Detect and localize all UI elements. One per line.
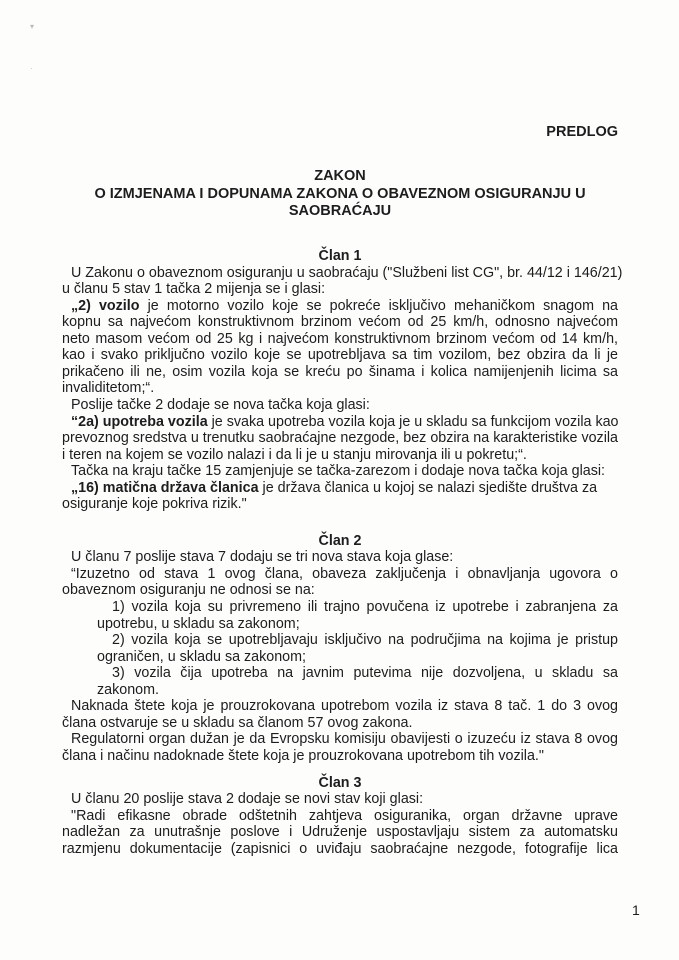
text-line	[71, 808, 618, 824]
line-text: prevoznog sredstva u trenutku saobraćajne nezgode, bez obzira na karakteristike vozila	[62, 430, 618, 447]
line-text: ograničen, u skladu sa zakonom;	[97, 648, 307, 665]
defined-term: “2a) upotreba vozila	[71, 413, 208, 430]
line-text: upotrebu, u skladu sa zakonom;	[97, 615, 300, 632]
line-text: Član 2	[318, 532, 362, 549]
scan-mark: ▾	[30, 22, 35, 31]
text-line	[97, 649, 618, 665]
text-line	[71, 463, 618, 479]
text-line	[62, 331, 618, 347]
text-line	[71, 480, 618, 496]
line-text: Regulatorni organ dužan je da Evropsku komisiju obavijesti o izuzeću iz stava 8 ovog	[71, 731, 618, 748]
line-text: člana ostvaruje se u skladu sa članom 57 ovog zakona.	[62, 714, 413, 731]
line-text: je država članica u kojoj se nalazi sjedište društva za	[258, 479, 598, 496]
text-line	[62, 430, 618, 446]
text-line	[112, 632, 618, 648]
line-text: kopnu sa najvećom konstruktivnom brzinom većom od 25 km/h, odnosno najvećom	[62, 314, 618, 331]
text-line	[62, 582, 618, 598]
defined-term: „16) matična država članica	[71, 479, 259, 496]
title-line: SAOBRAĆAJU	[288, 203, 392, 219]
text-line	[62, 380, 618, 396]
line-text: U Zakonu o obaveznom osiguranju u saobraćaju ("Službeni list CG", br. 44/12 i 146/21)	[71, 264, 623, 281]
scan-mark: ·	[30, 64, 33, 73]
text-line	[71, 698, 618, 714]
text-line	[71, 264, 623, 281]
text-line	[62, 824, 618, 840]
text-line	[62, 841, 618, 857]
text-line	[71, 731, 618, 747]
line-text: kao i svako priključno vozilo koje se upotrebljava sa tim vozilom, bez obzira da li je	[62, 347, 618, 364]
text-line	[97, 616, 618, 632]
line-text: Član 3	[318, 774, 362, 791]
line-text: Član 1	[318, 248, 362, 264]
line-text: invaliditetom;“.	[62, 380, 155, 397]
line-text: 1) vozila koja su privremeno ili trajno povučena iz upotrebe i zabranjena za	[112, 599, 618, 615]
text-line	[71, 566, 618, 582]
text-line	[71, 298, 618, 314]
line-text: Tačka na kraju tačke 15 zamjenjuje se tačka-zarezom i dodaje nova tačka koja glasi:	[71, 463, 606, 480]
text-line	[71, 549, 618, 565]
text-line	[62, 447, 618, 463]
text-line	[112, 599, 618, 615]
text-line	[97, 682, 618, 698]
title-line: ZAKON	[314, 168, 366, 184]
article-heading	[62, 775, 618, 791]
law-title	[62, 168, 618, 221]
text-line	[62, 496, 618, 512]
text-line	[112, 665, 618, 681]
line-text: razmjenu dokumentacije (zapisnici o uviđaju saobraćajne nezgode, fotografije lica	[62, 840, 618, 857]
line-text: Naknada štete koja je prouzrokovana upotrebom vozila iz stava 8 tač. 1 do 3 ovog	[71, 698, 618, 715]
line-text: Poslije tačke 2 dodaje se nova tačka koja glasi:	[71, 396, 370, 413]
article-heading	[62, 533, 618, 549]
text-line	[62, 314, 618, 330]
line-text: U članu 20 poslije stava 2 dodaje se novi stav koji glasi:	[71, 791, 424, 808]
text-line	[62, 748, 618, 764]
text-line	[62, 715, 618, 731]
title-line: O IZMJENAMA I DOPUNAMA ZAKONA O OBAVEZNOM OSIGURANJU U	[94, 185, 586, 202]
line-text: prikačeno ili ne, osim vozila koja se kreću po šinama i kolica namijenjenih licima sa	[62, 363, 618, 380]
line-text: 2) vozila koja se upotrebljavaju isključivo na područjima na kojima je pristup	[112, 632, 618, 649]
draft-label: PREDLOG	[546, 124, 618, 140]
line-text: je svaka upotreba vozila koja je u skladu sa funkcijom vozila kao	[207, 413, 619, 430]
line-text: 3) vozila čija upotreba na javnim putevima nije dozvoljena, u skladu sa	[112, 665, 618, 682]
line-text: je motorno vozilo koje se pokreće isključivo mehaničkom snagom na	[139, 297, 618, 314]
line-text: osiguranje koje pokriva rizik."	[62, 496, 247, 513]
line-text: neto masom većom od 25 kg i najvećom konstruktivnom brzinom većom od 14 km/h,	[62, 330, 618, 347]
line-text: obaveznom osiguranju ne odnosi se na:	[62, 582, 315, 599]
text-line	[71, 397, 618, 413]
text-line	[71, 791, 618, 807]
line-text: zakonom.	[97, 681, 159, 698]
defined-term: „2) vozilo	[71, 297, 140, 314]
text-line	[71, 414, 618, 430]
page-number: 1	[632, 902, 640, 918]
line-text: člana i načinu nadoknade štete koja je prouzrokovana upotrebom tih vozila."	[62, 747, 544, 764]
line-text: "Radi efikasne obrade odštetnih zahtjeva osiguranika, organ državne uprave	[71, 807, 618, 824]
text-line	[62, 364, 618, 380]
text-line	[62, 347, 618, 363]
line-text: U članu 7 poslije stava 7 dodaju se tri nova stava koja glase:	[71, 549, 454, 566]
line-text: u članu 5 stav 1 tačka 2 mijenja se i glasi:	[62, 281, 326, 298]
line-text: nadležan za unutrašnje poslove i Udruženje uspostavljaju sistem za automatsku	[62, 824, 618, 841]
text-line	[62, 281, 618, 297]
line-text: “Izuzetno od stava 1 ovog člana, obaveza zaključenja i obnavljanja ugovora o	[71, 565, 618, 582]
article-heading	[62, 248, 618, 264]
line-text: i teren na kojem se vozilo nalazi i da li je u stanju mirovanja ili u pokretu;“.	[62, 446, 527, 463]
